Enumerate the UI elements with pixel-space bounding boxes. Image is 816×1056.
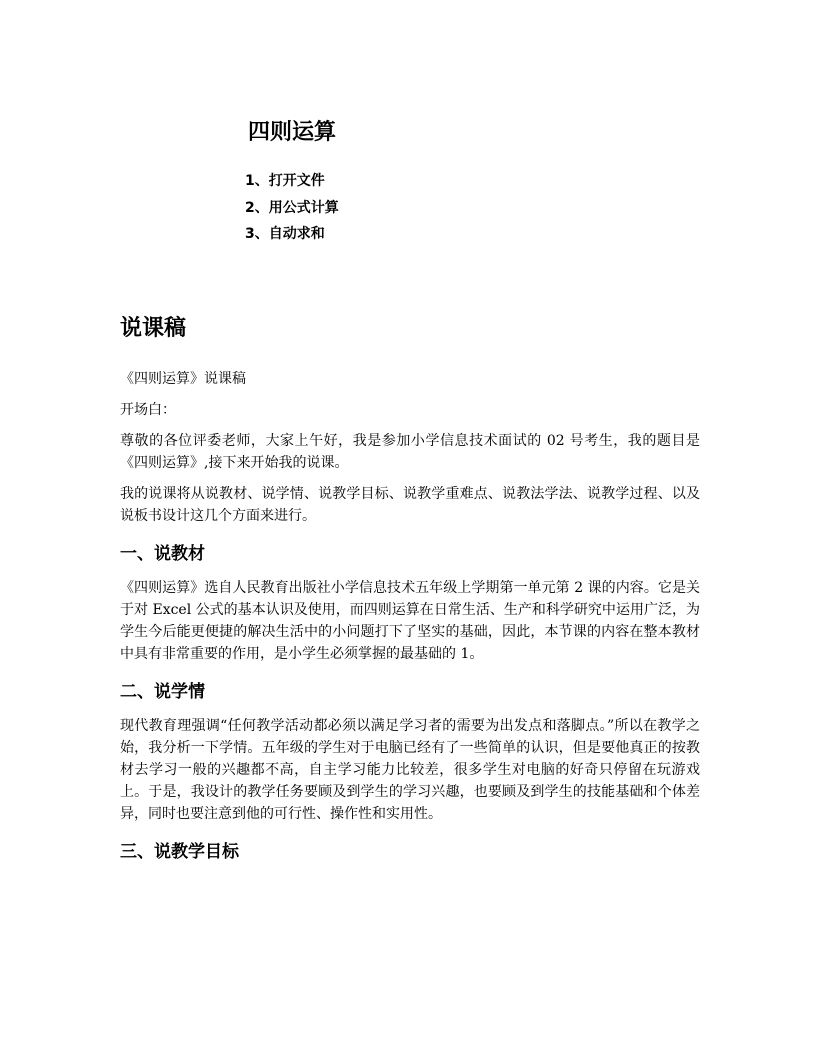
section-body-students: 现代教育理强调“任何教学活动都必须以满足学习者的需要为出发点和落脚点。”所以在教学之始，我分析一下学情。五年级的学生对于电脑已经有了一些简单的认识，但是要他真正的按教材去学习一般的兴趣都不高，自主学习能力比较差，很多学生对电脑的好奇只停留在玩游戏上。于是，我设计的教学任务要顾及到学生的学习兴趣，也要顾及到学生的技能基础和个体差异，同时也要注意到他的可行性、操作性和实用性。 (120, 718, 700, 822)
section-body-textbook: 《四则运算》选自人民教育出版社小学信息技术五年级上学期第一单元第 2 课的内容。它是关于对 Excel 公式的基本认识及使用，而四则运算在日常生活、生产和科学研究中运用广泛，为学生今后能更便捷的解决生活中的小问题打下了坚实的基础，因此，本节课的内容在整本教材中具有非常重要的作用，是小学生必须掌握的最基础的 1。 (120, 580, 700, 662)
intro-paragraph-2: 我的说课将从说教材、说学情、说教学目标、说教学重难点、说教法学法、说教学过程、以及说板书设计这几个方面来进行。 (120, 486, 700, 524)
document-title: 四则运算 (248, 120, 337, 145)
opening-label: 开场白： (120, 402, 176, 418)
section-heading-textbook: 一、说教材 (120, 544, 205, 564)
section-heading-students: 二、说学情 (120, 682, 205, 702)
table-of-contents (245, 168, 339, 248)
subtitle-paragraph: 《四则运算》说课稿 (120, 371, 246, 387)
intro-paragraph-1: 尊敬的各位评委老师，大家上午好，我是参加小学信息技术面试的 02 号考生，我的题目是《四则运算》,接下来开始我的说课。 (120, 433, 700, 471)
page-heading: 说课稿 (120, 316, 187, 341)
toc-item-autosum[interactable]: 3、自动求和 (245, 226, 325, 242)
toc-item-formula[interactable]: 2、用公式计算 (245, 199, 339, 216)
toc-item-open-file[interactable]: 1、打开文件 (245, 173, 325, 189)
main-content (120, 312, 700, 875)
section-heading-objectives: 三、说教学目标 (120, 842, 239, 862)
